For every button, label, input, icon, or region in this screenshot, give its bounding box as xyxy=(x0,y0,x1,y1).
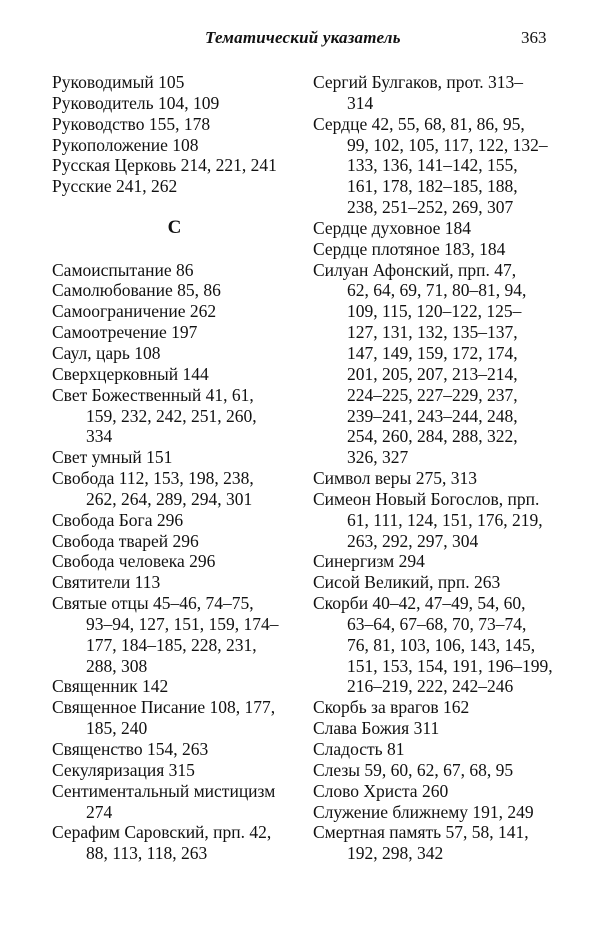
index-entry xyxy=(52,739,297,760)
index-entry-term: Свобода Бога 296 xyxy=(52,509,184,530)
section-letter-heading: С xyxy=(167,216,182,238)
index-entry-term: Синергизм 294 xyxy=(313,551,425,572)
index-entry xyxy=(313,781,558,802)
index-entry xyxy=(52,176,297,197)
index-entry xyxy=(313,260,558,468)
index-entries-after-heading xyxy=(52,260,297,864)
index-entry-continuation: 263, 292, 297, 304 xyxy=(347,530,479,551)
index-entry-continuation: 109, 115, 120–122, 125– xyxy=(347,301,522,322)
index-entry-term: Святые отцы 45–46, 74–75, xyxy=(52,593,254,614)
index-entry-term: Руководитель 104, 109 xyxy=(52,92,220,113)
index-entry xyxy=(52,385,297,448)
index-entry xyxy=(52,468,297,510)
index-entry-term: Силуан Афонский, прп. 47, xyxy=(313,259,517,280)
index-entry-continuation: 88, 113, 118, 263 xyxy=(86,843,208,864)
index-column-right xyxy=(313,72,558,864)
index-entry-continuation: 159, 232, 242, 251, 260, xyxy=(86,405,257,426)
index-entry xyxy=(52,593,297,676)
index-entry-term: Сердце 42, 55, 68, 81, 86, 95, xyxy=(313,113,525,134)
index-entry-term: Священник 142 xyxy=(52,676,169,697)
index-entry-continuation: 201, 205, 207, 213–214, xyxy=(347,363,518,384)
index-entry-continuation: 192, 298, 342 xyxy=(347,843,444,864)
index-entry-continuation: 93–94, 127, 151, 159, 174– xyxy=(86,613,279,634)
index-entry-continuation: 239–241, 243–244, 248, xyxy=(347,405,518,426)
index-entry xyxy=(52,301,297,322)
index-entry-term: Сисой Великий, прп. 263 xyxy=(313,572,501,593)
index-entry-continuation: 99, 102, 105, 117, 122, 132– xyxy=(347,134,548,155)
index-entry-term: Сладость 81 xyxy=(313,739,405,759)
index-entry-term: Святители 113 xyxy=(52,572,161,593)
index-entry-term: Скорбь за врагов 162 xyxy=(313,697,470,718)
index-entry-continuation: 133, 136, 141–142, 155, xyxy=(347,155,518,176)
index-entry-term: Служение ближнему 191, 249 xyxy=(313,801,534,822)
index-entry xyxy=(52,135,297,156)
index-entry xyxy=(52,343,297,364)
index-entry-term: Слава Божия 311 xyxy=(313,718,440,739)
index-entry-continuation: 62, 64, 69, 71, 80–81, 94, xyxy=(347,280,527,301)
index-entry-term: Слезы 59, 60, 62, 67, 68, 95 xyxy=(313,759,514,780)
index-entry-continuation: 63–64, 67–68, 70, 73–74, xyxy=(347,613,527,634)
index-entries-before-heading xyxy=(52,72,297,197)
index-entry-term: Священство 154, 263 xyxy=(52,739,209,759)
index-column-left xyxy=(52,72,297,864)
index-entry-continuation: 254, 260, 284, 288, 322, xyxy=(347,426,518,447)
index-entry-term: Смертная память 57, 58, 141, xyxy=(313,822,529,843)
index-entry-continuation: 334 xyxy=(86,426,113,447)
index-entry xyxy=(52,260,297,281)
index-entry-continuation: 288, 308 xyxy=(86,655,148,676)
index-entry-continuation: 326, 327 xyxy=(347,447,409,468)
index-entry-continuation: 274 xyxy=(86,801,113,822)
page-number: 363 xyxy=(521,28,547,47)
index-entry-term: Русская Церковь 214, 221, 241 xyxy=(52,155,277,176)
index-entry xyxy=(313,718,558,739)
index-entry xyxy=(52,760,297,781)
index-entry-term: Священное Писание 108, 177, xyxy=(52,697,276,718)
index-entry-term: Сердце духовное 184 xyxy=(313,217,472,238)
index-entry-term: Символ веры 275, 313 xyxy=(313,468,477,489)
index-entry xyxy=(52,697,297,739)
index-entry-continuation: 147, 149, 159, 172, 174, xyxy=(347,342,518,363)
index-entry xyxy=(313,218,558,239)
index-entry-term: Самоиспытание 86 xyxy=(52,259,194,280)
index-entry xyxy=(313,697,558,718)
index-entry-continuation: 127, 131, 132, 135–137, xyxy=(347,322,518,343)
index-entry xyxy=(52,551,297,572)
index-entry-term: Самолюбование 85, 86 xyxy=(52,280,221,301)
index-entry xyxy=(313,72,558,114)
index-entry-term: Свобода 112, 153, 198, 238, xyxy=(52,468,254,489)
index-entry xyxy=(313,739,558,760)
index-entry-term: Руководство 155, 178 xyxy=(52,113,211,134)
index-entry-term: Руководимый 105 xyxy=(52,72,185,92)
index-entry-continuation: 185, 240 xyxy=(86,718,148,739)
index-entry-continuation: 151, 153, 154, 191, 196–199, xyxy=(347,655,553,676)
index-entry xyxy=(52,822,297,864)
index-entry xyxy=(313,802,558,823)
index-entry-continuation: 161, 178, 182–185, 188, xyxy=(347,176,518,197)
index-entry xyxy=(52,447,297,468)
index-entry-term: Саул, царь 108 xyxy=(52,342,161,363)
index-entry-continuation: 216–219, 222, 242–246 xyxy=(347,676,514,697)
index-entry-term: Свет умный 151 xyxy=(52,447,173,468)
index-entry-term: Свет Божественный 41, 61, xyxy=(52,384,254,405)
index-entry xyxy=(52,93,297,114)
index-entry-term: Сергий Булгаков, прот. 313– xyxy=(313,72,524,92)
index-entry-continuation: 177, 184–185, 228, 231, xyxy=(86,634,257,655)
index-entry xyxy=(52,510,297,531)
index-entry xyxy=(52,114,297,135)
index-entry-term: Сердце плотяное 183, 184 xyxy=(313,238,506,259)
index-entry xyxy=(52,572,297,593)
index-entry xyxy=(313,822,558,864)
index-entry-term: Самоограничение 262 xyxy=(52,301,217,322)
index-entry-continuation: 238, 251–252, 269, 307 xyxy=(347,197,514,218)
index-entry-term: Скорби 40–42, 47–49, 54, 60, xyxy=(313,593,526,614)
index-entry xyxy=(52,155,297,176)
index-entry xyxy=(52,781,297,823)
index-entry xyxy=(313,489,558,552)
running-header-title: Тематический указатель xyxy=(205,28,401,47)
index-entry xyxy=(52,531,297,552)
index-entry-term: Свобода тварей 296 xyxy=(52,530,199,551)
index-entry xyxy=(52,364,297,385)
index-entry-continuation: 61, 111, 124, 151, 176, 219, xyxy=(347,509,543,530)
index-entry-term: Серафим Саровский, прп. 42, xyxy=(52,822,272,843)
index-entry-continuation: 262, 264, 289, 294, 301 xyxy=(86,488,253,509)
index-entry xyxy=(313,760,558,781)
index-entry-continuation: 314 xyxy=(347,92,374,113)
index-entry-term: Симеон Новый Богослов, прп. xyxy=(313,488,540,509)
index-entry-continuation: 76, 81, 103, 106, 143, 145, xyxy=(347,634,536,655)
index-entry xyxy=(313,114,558,218)
running-header xyxy=(0,28,600,52)
index-entry-term: Самоотречение 197 xyxy=(52,322,198,343)
index-entry-term: Слово Христа 260 xyxy=(313,780,449,801)
index-entries xyxy=(313,72,558,864)
index-entry xyxy=(52,280,297,301)
index-entry-term: Свобода человека 296 xyxy=(52,551,216,572)
index-entry xyxy=(313,572,558,593)
index-entry xyxy=(313,593,558,697)
index-entry xyxy=(52,676,297,697)
index-entry xyxy=(52,322,297,343)
index-entry xyxy=(313,468,558,489)
index-entry xyxy=(313,239,558,260)
index-entry-term: Русские 241, 262 xyxy=(52,176,178,197)
index-entry xyxy=(52,72,297,93)
index-entry-term: Секуляризация 315 xyxy=(52,759,195,780)
index-entry-term: Сентиментальный мистицизм xyxy=(52,780,276,801)
index-entry-continuation: 224–225, 227–229, 237, xyxy=(347,384,518,405)
index-entry-term: Сверхцерковный 144 xyxy=(52,363,209,384)
index-entry xyxy=(313,551,558,572)
index-entry-term: Рукоположение 108 xyxy=(52,134,199,155)
